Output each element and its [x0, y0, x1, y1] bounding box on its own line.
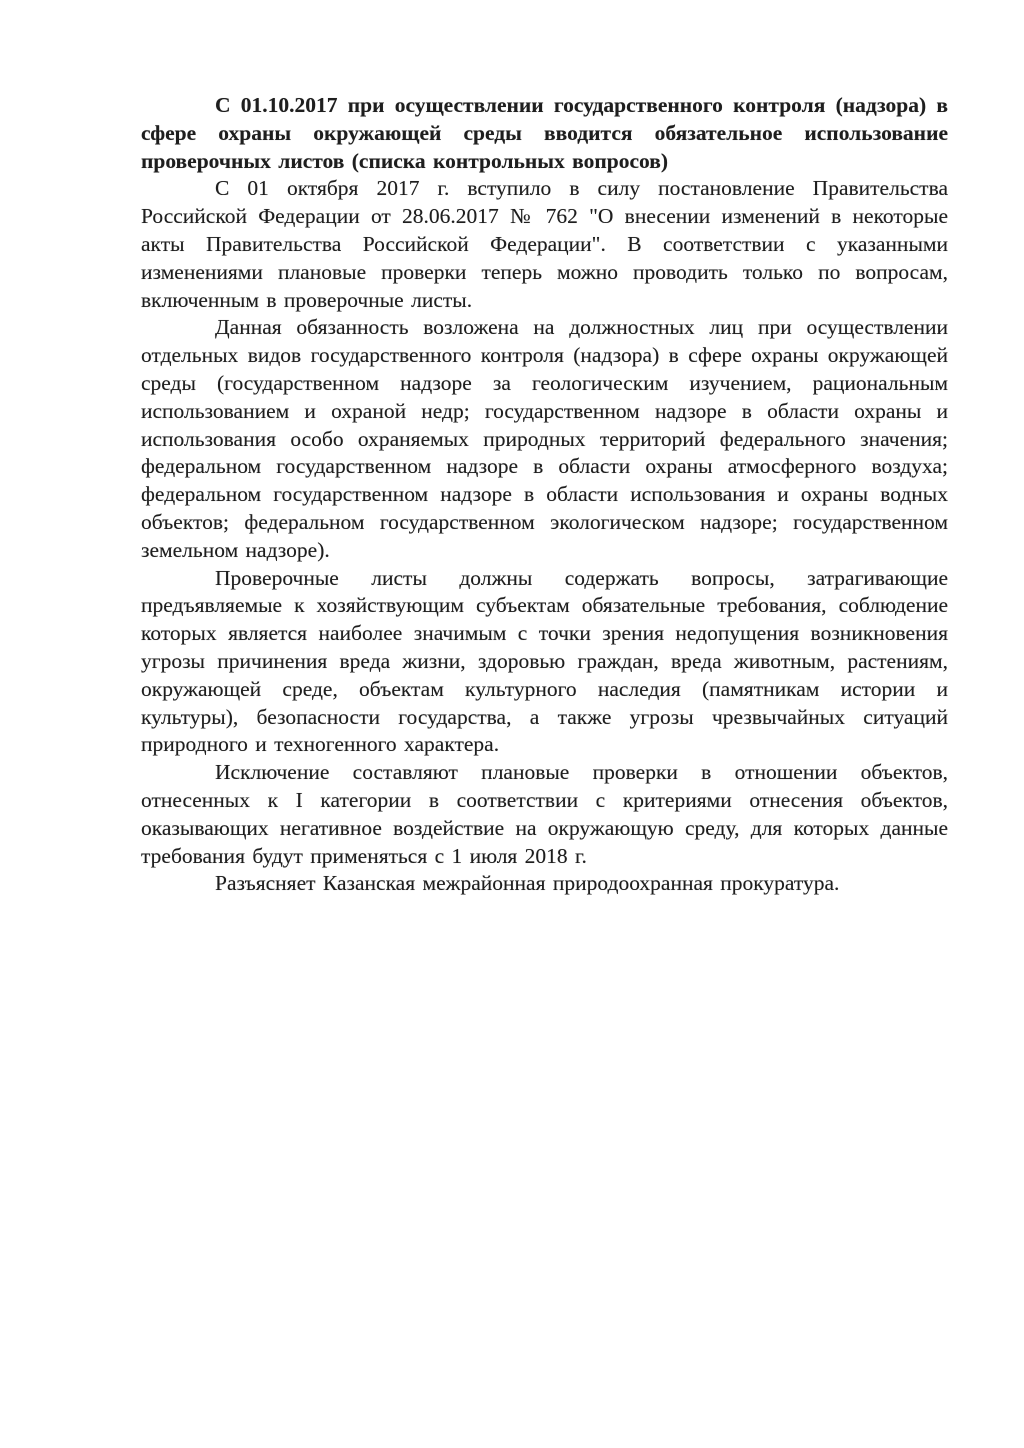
document-body	[141, 92, 948, 898]
paragraph-intro-resolution: С 01 октября 2017 г. вступило в силу постановление Правительства Российской Федерации от 28.06.2017 № 762 "О внесении изменений в некоторые акты Правительства Российской Федерации". В соответствии с указанными изменениями плановые проверки теперь можно проводить только по вопросам, включенным в проверочные листы.	[141, 176, 948, 312]
paragraph-prosecutor-note: Разъясняет Казанская межрайонная природоохранная прокуратура.	[215, 871, 840, 896]
document-title: С 01.10.2017 при осуществлении государственного контроля (надзора) в сфере охраны окружающей среды вводится обязательное использование проверочных листов (списка контрольных вопросов)	[141, 93, 948, 173]
paragraph-exception: Исключение составляют плановые проверки в отношении объектов, отнесенных к I категории в соответствии с критериями отнесения объектов, оказывающих негативное воздействие на окружающую среду, для которых данные требования будут применяться с 1 июля 2018 г.	[141, 760, 948, 868]
paragraph-checklist-contents: Проверочные листы должны содержать вопросы, затрагивающие предъявляемые к хозяйствующим субъектам обязательные требования, соблюдение которых является наиболее значимым с точки зрения недопущения возникновения угрозы причинения вреда жизни, здоровью граждан, вреда животным, растениям, окружающей среде, объектам культурного наследия (памятникам истории и культуры), безопасности государства, а также угрозы чрезвычайных ситуаций природного и техногенного характера.	[141, 565, 948, 757]
paragraph-officials-duty: Данная обязанность возложена на должностных лиц при осуществлении отдельных видов государственного контроля (надзора) в сфере охраны окружающей среды (государственном надзоре за геологическим изучением, рациональным использованием и охраной недр; государственном надзоре в области охраны и использования особо охраняемых природных территорий федерального значения; федеральном государственном надзоре в области охраны атмосферного воздуха; федеральном государственном надзоре в области использования и охраны водных объектов; федеральном государственном экологическом надзоре; государственном земельном надзоре).	[141, 315, 948, 562]
